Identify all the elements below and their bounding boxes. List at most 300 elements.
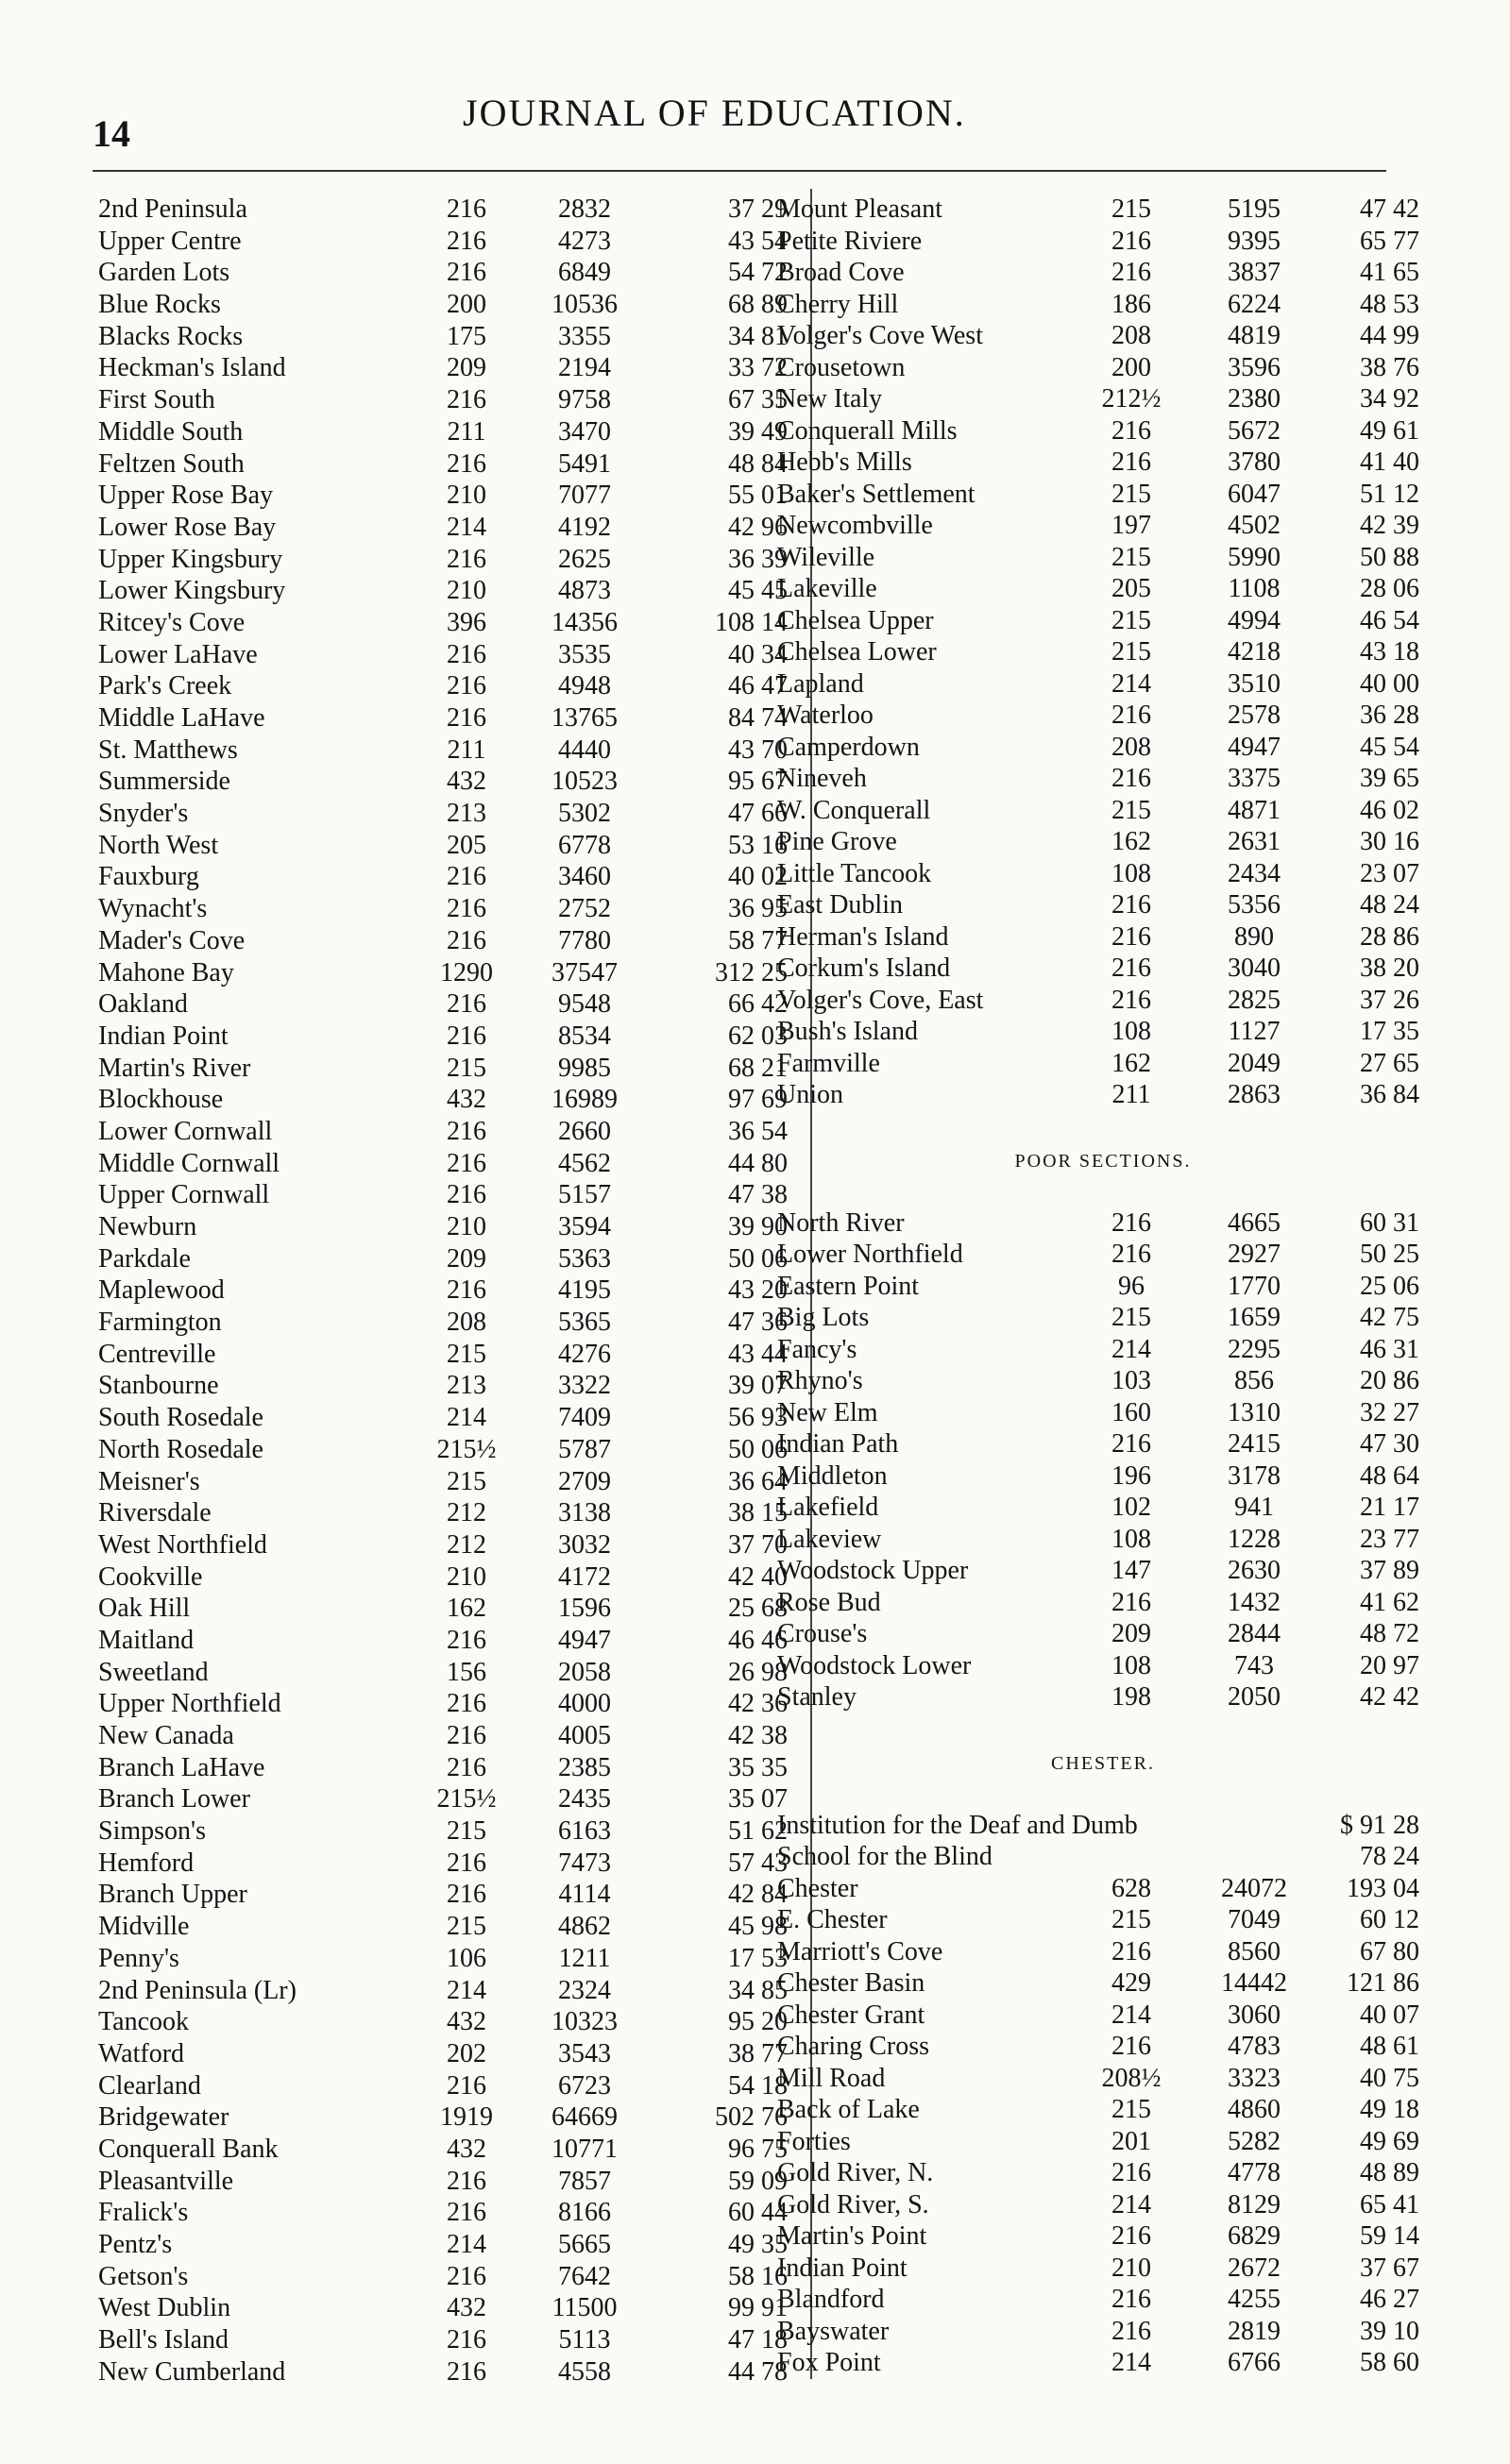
- table-row: [98, 639, 797, 671]
- section-population: 216: [447, 1148, 486, 1178]
- section-amount: 37 89: [1360, 1556, 1419, 1585]
- section-population: 210: [447, 1212, 486, 1241]
- section-name: Gold River, N.: [777, 2158, 934, 2187]
- section-name: Lakeview: [777, 1524, 882, 1554]
- table-row: [98, 1752, 797, 1784]
- section-valuation: 3060: [1228, 2000, 1281, 2030]
- section-name: Upper Centre: [98, 226, 242, 256]
- section-name: St. Matthews: [98, 734, 238, 765]
- section-population: 432: [447, 1085, 486, 1115]
- section-population: 215: [1111, 1905, 1151, 1934]
- section-valuation: 4783: [1228, 2032, 1281, 2061]
- table-row: [98, 2324, 797, 2356]
- table-row: [98, 1211, 797, 1243]
- section-valuation: 7409: [558, 1403, 611, 1433]
- section-amount: 41 65: [1360, 258, 1419, 287]
- table-row: [777, 1016, 1429, 1048]
- section-population: 214: [447, 1403, 486, 1433]
- table-row: [777, 732, 1429, 764]
- section-population: 216: [447, 1180, 486, 1210]
- section-valuation: 3837: [1228, 258, 1281, 287]
- section-population: 216: [1111, 226, 1151, 256]
- section-valuation: 5491: [558, 448, 611, 479]
- section-valuation: 8129: [1228, 2189, 1281, 2219]
- section-amount: 17 53: [728, 1943, 788, 1973]
- section-amount: 193 04: [1347, 1873, 1419, 1903]
- section-name: Watford: [98, 2038, 185, 2068]
- section-amount: 40 34: [728, 639, 788, 669]
- section-valuation: 4819: [1228, 321, 1281, 350]
- section-population: 216: [1111, 985, 1151, 1015]
- table-row: [777, 889, 1429, 921]
- section-population: 216: [447, 1116, 486, 1146]
- section-valuation: 3594: [558, 1212, 611, 1241]
- section-amount: 54 72: [728, 258, 788, 288]
- table-row: [777, 1428, 1429, 1460]
- section-amount: 108 14: [715, 607, 788, 637]
- section-name: Sweetland: [98, 1657, 209, 1687]
- section-population: 216: [447, 2166, 486, 2196]
- table-row: [98, 1720, 797, 1752]
- section-name: Bush's Island: [777, 1017, 918, 1046]
- table-row: [777, 1873, 1429, 1905]
- table-row: [98, 1084, 797, 1116]
- section-valuation: 6829: [1228, 2221, 1281, 2251]
- section-population: 162: [1111, 827, 1151, 856]
- section-valuation: 9395: [1228, 226, 1281, 256]
- section-name: Martin's Point: [777, 2221, 927, 2251]
- section-population: 216: [447, 671, 486, 701]
- poor-sections-heading: POOR SECTIONS.: [1014, 1150, 1192, 1172]
- section-population: 208: [1111, 321, 1151, 350]
- section-valuation: 2863: [1228, 1080, 1281, 1109]
- table-row: [777, 1239, 1429, 1271]
- section-amount: 47 66: [728, 799, 788, 829]
- table-row: [777, 573, 1429, 605]
- section-amount: 67 80: [1360, 1936, 1419, 1966]
- table-row: [777, 257, 1429, 289]
- section-name: Feltzen South: [98, 448, 245, 479]
- section-amount: 37 67: [1360, 2253, 1419, 2283]
- section-valuation: 3178: [1228, 1460, 1281, 1491]
- section-population: 214: [1111, 1334, 1151, 1364]
- table-row: [777, 763, 1429, 795]
- section-valuation: 4994: [1228, 605, 1281, 635]
- section-amount: 43 44: [728, 1339, 788, 1369]
- section-valuation: 4778: [1228, 2158, 1281, 2187]
- section-valuation: 2630: [1228, 1556, 1281, 1585]
- table-row: [98, 1148, 797, 1180]
- section-name: Bell's Island: [98, 2325, 229, 2355]
- section-name: Lakeville: [777, 574, 877, 603]
- table-row: [98, 1848, 797, 1880]
- section-valuation: 4273: [558, 226, 611, 256]
- section-amount: 97 69: [728, 1085, 788, 1115]
- table-row: [777, 668, 1429, 700]
- section-population: 216: [1111, 1587, 1151, 1617]
- section-amount: 33 72: [728, 353, 788, 383]
- table-row: [777, 510, 1429, 542]
- section-population: 216: [1111, 1207, 1151, 1238]
- section-name: Chelsea Upper: [777, 605, 934, 635]
- section-population: 216: [1111, 415, 1151, 446]
- table-row: [98, 2166, 797, 2198]
- section-name: Wileville: [777, 542, 875, 572]
- table-row: [777, 1048, 1429, 1080]
- section-valuation: 2752: [558, 894, 611, 924]
- section-amount: 43 18: [1360, 637, 1419, 667]
- section-amount: 38 76: [1360, 352, 1419, 382]
- section-amount: 50 88: [1360, 542, 1419, 572]
- section-name: Conquerall Mills: [777, 415, 958, 446]
- table-row: [98, 575, 797, 607]
- table-row: [777, 953, 1429, 985]
- section-name: Lower Cornwall: [98, 1116, 273, 1146]
- section-valuation: 11500: [551, 2293, 618, 2323]
- section-population: 216: [1111, 700, 1151, 730]
- section-valuation: 856: [1234, 1366, 1274, 1395]
- section-valuation: 6766: [1228, 2348, 1281, 2377]
- section-valuation: 10536: [551, 290, 618, 320]
- section-name: Nineveh: [777, 764, 867, 793]
- section-population: 209: [1111, 1619, 1151, 1648]
- section-amount: 36 54: [728, 1116, 788, 1146]
- table-row: [777, 1650, 1429, 1682]
- table-row: [98, 1434, 797, 1466]
- section-valuation: 6224: [1228, 289, 1281, 319]
- section-name: Blacks Rocks: [98, 321, 244, 351]
- section-population: 210: [1111, 2253, 1151, 2283]
- table-row: [98, 830, 797, 862]
- section-valuation: 9985: [558, 1053, 611, 1083]
- section-amount: 46 54: [1360, 605, 1419, 635]
- section-name: Upper Northfield: [98, 1689, 281, 1719]
- section-valuation: 3375: [1228, 764, 1281, 793]
- table-row: [777, 1681, 1429, 1713]
- section-name: Riversdale: [98, 1498, 212, 1528]
- section-amount: 37 29: [728, 194, 788, 224]
- section-name: Cookville: [98, 1561, 203, 1592]
- section-population: 216: [1111, 2032, 1151, 2061]
- section-amount: 47 36: [728, 1308, 788, 1338]
- section-valuation: 2672: [1228, 2253, 1281, 2283]
- table-row: [98, 1529, 797, 1561]
- section-amount: 42 96: [728, 512, 788, 542]
- section-name: Maplewood: [98, 1275, 225, 1306]
- section-population: 210: [447, 576, 486, 606]
- section-valuation: 3355: [558, 321, 611, 351]
- section-amount: 67 35: [728, 385, 788, 415]
- table-row: [98, 670, 797, 702]
- section-name: Pine Grove: [777, 827, 897, 856]
- section-valuation: 8166: [558, 2198, 611, 2228]
- table-row: [777, 1365, 1429, 1397]
- section-name: Chester Grant: [777, 2000, 925, 2030]
- section-amount: 36 95: [728, 894, 788, 924]
- section-amount: 66 42: [728, 989, 788, 1020]
- section-amount: 38 15: [728, 1498, 788, 1528]
- section-population: 215: [1111, 194, 1151, 224]
- section-population: 216: [1111, 1936, 1151, 1966]
- chester-heading: CHESTER.: [1051, 1752, 1155, 1774]
- section-name: Blue Rocks: [98, 290, 221, 320]
- table-row: [98, 1625, 797, 1657]
- section-valuation: 1108: [1228, 574, 1281, 603]
- section-population: 216: [447, 703, 486, 733]
- section-valuation: 743: [1234, 1650, 1274, 1680]
- section-population: 162: [447, 1594, 486, 1624]
- section-population: 216: [1111, 764, 1151, 793]
- section-valuation: 2819: [1228, 2316, 1281, 2346]
- section-amount: 41 62: [1360, 1587, 1419, 1617]
- section-population: 216: [1111, 2221, 1151, 2251]
- section-amount: 47 18: [728, 2325, 788, 2355]
- table-row: [777, 636, 1429, 668]
- section-population: 215½: [436, 1784, 497, 1814]
- section-name: Fauxburg: [98, 862, 199, 892]
- section-population: 396: [447, 607, 486, 637]
- section-amount: 121 86: [1347, 1968, 1419, 1998]
- section-amount: 47 42: [1360, 194, 1419, 224]
- section-amount: 65 77: [1360, 226, 1419, 256]
- section-population: 216: [447, 1689, 486, 1719]
- section-population: 216: [1111, 954, 1151, 983]
- section-name: Bridgewater: [98, 2102, 229, 2133]
- section-name: Broad Cove: [777, 258, 905, 287]
- table-row: [98, 702, 797, 734]
- section-name: Rose Bud: [777, 1587, 881, 1617]
- section-valuation: 2709: [558, 1466, 611, 1496]
- table-row: [777, 1334, 1429, 1366]
- section-valuation: 2825: [1228, 985, 1281, 1015]
- table-row: [777, 1936, 1429, 1968]
- section-valuation: 5363: [558, 1243, 611, 1274]
- section-valuation: 3543: [558, 2038, 611, 2068]
- section-valuation: 1127: [1228, 1017, 1281, 1046]
- section-amount: 95 20: [728, 2007, 788, 2037]
- section-name: Lapland: [777, 668, 864, 699]
- section-valuation: 37547: [551, 957, 618, 987]
- section-amount: 50 06: [728, 1434, 788, 1464]
- section-population: 216: [447, 2198, 486, 2228]
- section-population: 108: [1111, 1524, 1151, 1554]
- table-row: [777, 2189, 1429, 2221]
- section-valuation: 2434: [1228, 858, 1281, 888]
- table-row: [98, 2356, 797, 2388]
- table-row: [98, 321, 797, 353]
- section-valuation: 3460: [558, 862, 611, 892]
- section-valuation: 1770: [1228, 1271, 1281, 1301]
- table-row: [777, 1555, 1429, 1587]
- table-row: [98, 1943, 797, 1975]
- section-name: North West: [98, 830, 219, 860]
- section-name: Woodstock Upper: [777, 1556, 969, 1585]
- right-table: [777, 194, 1429, 1111]
- section-valuation: 16989: [551, 1085, 618, 1115]
- table-row: [98, 1466, 797, 1498]
- section-amount: 44 78: [728, 2356, 788, 2387]
- table-row: [98, 1021, 797, 1053]
- section-population: 213: [447, 1371, 486, 1401]
- table-row: [777, 795, 1429, 827]
- table-row: [777, 605, 1429, 637]
- table-row: [98, 1561, 797, 1594]
- section-name: Park's Creek: [98, 671, 232, 701]
- chester-institutions: [777, 1810, 1429, 1873]
- table-row: [777, 826, 1429, 858]
- section-population: 214: [1111, 2000, 1151, 2030]
- table-row: [98, 544, 797, 576]
- table-row: [777, 447, 1429, 479]
- section-valuation: 4276: [558, 1339, 611, 1369]
- table-row: [777, 1397, 1429, 1429]
- table-row: [98, 1657, 797, 1689]
- section-valuation: 9548: [558, 989, 611, 1020]
- chester-table: [777, 1873, 1429, 2379]
- section-valuation: 5113: [558, 2325, 611, 2355]
- section-name: Crousetown: [777, 352, 906, 382]
- section-population: 216: [1111, 2158, 1151, 2187]
- section-amount: 60 31: [1360, 1207, 1419, 1238]
- section-valuation: 4948: [558, 671, 611, 701]
- table-row: [98, 607, 797, 639]
- section-amount: 25 68: [728, 1594, 788, 1624]
- section-name: Summerside: [98, 767, 230, 797]
- section-population: 162: [1111, 1048, 1151, 1078]
- section-valuation: 7077: [558, 481, 611, 511]
- section-valuation: 2324: [558, 1975, 611, 2005]
- section-population: 102: [1111, 1493, 1151, 1522]
- section-amount: 23 77: [1360, 1524, 1419, 1554]
- section-name: Farmville: [777, 1048, 880, 1078]
- section-amount: 41 40: [1360, 447, 1419, 477]
- section-amount: 49 69: [1360, 2126, 1419, 2156]
- section-population: 216: [447, 226, 486, 256]
- section-amount: 42 38: [728, 1721, 788, 1750]
- section-amount: 36 28: [1360, 700, 1419, 730]
- section-population: 215: [1111, 1303, 1151, 1332]
- section-population: 216: [447, 862, 486, 892]
- section-population: 214: [447, 2230, 486, 2259]
- section-amount: 47 38: [728, 1180, 788, 1210]
- section-name: New Elm: [777, 1397, 878, 1427]
- section-population: 216: [447, 2070, 486, 2101]
- section-amount: 47 30: [1360, 1429, 1419, 1459]
- section-amount: 49 35: [728, 2230, 788, 2259]
- section-amount: 40 00: [1360, 668, 1419, 699]
- section-valuation: 2058: [558, 1657, 611, 1687]
- section-name: 2nd Peninsula (Lr): [98, 1975, 297, 2005]
- section-population: 216: [447, 2356, 486, 2387]
- table-row: [98, 1370, 797, 1402]
- table-row: [777, 1271, 1429, 1303]
- section-valuation: 4192: [558, 512, 611, 542]
- section-amount: 55 01: [728, 481, 788, 511]
- table-row: [777, 2000, 1429, 2032]
- section-population: 200: [447, 290, 486, 320]
- section-valuation: 4558: [558, 2356, 611, 2387]
- table-row: [777, 1587, 1429, 1619]
- section-name: Branch Upper: [98, 1880, 247, 1910]
- section-name: North River: [777, 1207, 905, 1238]
- section-valuation: 1211: [558, 1943, 611, 1973]
- section-name: South Rosedale: [98, 1403, 263, 1433]
- section-population: 201: [1111, 2126, 1151, 2156]
- section-name: New Italy: [777, 384, 883, 413]
- section-population: 211: [1111, 1080, 1151, 1109]
- section-population: 1290: [440, 957, 493, 987]
- section-valuation: 4860: [1228, 2095, 1281, 2124]
- section-name: Maitland: [98, 1625, 195, 1655]
- table-row: [98, 512, 797, 544]
- section-valuation: 2049: [1228, 1048, 1281, 1078]
- section-population: 147: [1111, 1556, 1151, 1585]
- section-name: Conquerall Bank: [98, 2134, 279, 2164]
- section-population: 215: [447, 1466, 486, 1496]
- section-population: 106: [447, 1943, 486, 1973]
- section-amount: 42 36: [728, 1689, 788, 1719]
- table-row: [98, 2229, 797, 2261]
- section-amount: 26 98: [728, 1657, 788, 1687]
- section-amount: 46 02: [1360, 795, 1419, 825]
- section-amount: 42 42: [1360, 1682, 1419, 1712]
- section-name: Mader's Cove: [98, 925, 246, 955]
- section-population: 108: [1111, 1017, 1151, 1046]
- section-amount: 20 97: [1360, 1650, 1419, 1680]
- section-name: Lower LaHave: [98, 639, 258, 669]
- section-population: 216: [447, 448, 486, 479]
- section-valuation: 3780: [1228, 447, 1281, 477]
- section-valuation: 4114: [558, 1880, 611, 1910]
- right-column: [777, 194, 1429, 2379]
- section-name: Mahone Bay: [98, 957, 234, 987]
- section-population: 215: [1111, 605, 1151, 635]
- section-valuation: 5990: [1228, 542, 1281, 572]
- section-population: 202: [447, 2038, 486, 2068]
- section-valuation: 24072: [1221, 1873, 1287, 1903]
- section-amount: 48 64: [1360, 1460, 1419, 1491]
- table-row: [98, 1593, 797, 1625]
- section-name: Chelsea Lower: [777, 637, 937, 667]
- section-amount: 45 98: [728, 1912, 788, 1942]
- section-name: Chester Basin: [777, 1968, 925, 1998]
- section-valuation: 5356: [1228, 890, 1281, 920]
- table-row: [777, 2316, 1429, 2348]
- table-row: [777, 2126, 1429, 2158]
- section-population: 216: [1111, 447, 1151, 477]
- section-valuation: 4218: [1228, 637, 1281, 667]
- section-population: 108: [1111, 858, 1151, 888]
- section-valuation: 2844: [1228, 1619, 1281, 1648]
- table-row: [777, 1810, 1429, 1842]
- section-population: 216: [447, 1625, 486, 1655]
- section-valuation: 5195: [1228, 194, 1281, 224]
- section-population: 205: [1111, 574, 1151, 603]
- section-amount: 59 14: [1360, 2221, 1419, 2251]
- section-valuation: 941: [1234, 1493, 1274, 1522]
- section-name: Hebb's Mills: [777, 447, 912, 477]
- table-row: [777, 1460, 1429, 1493]
- table-row: [98, 1179, 797, 1211]
- section-valuation: 3040: [1228, 954, 1281, 983]
- table-row: [777, 2284, 1429, 2316]
- table-row: [777, 985, 1429, 1017]
- section-population: 108: [1111, 1650, 1151, 1680]
- page-title: JOURNAL OF EDUCATION.: [463, 92, 966, 134]
- section-name: West Northfield: [98, 1529, 267, 1560]
- section-valuation: 6047: [1228, 479, 1281, 509]
- section-population: 429: [1111, 1968, 1151, 1998]
